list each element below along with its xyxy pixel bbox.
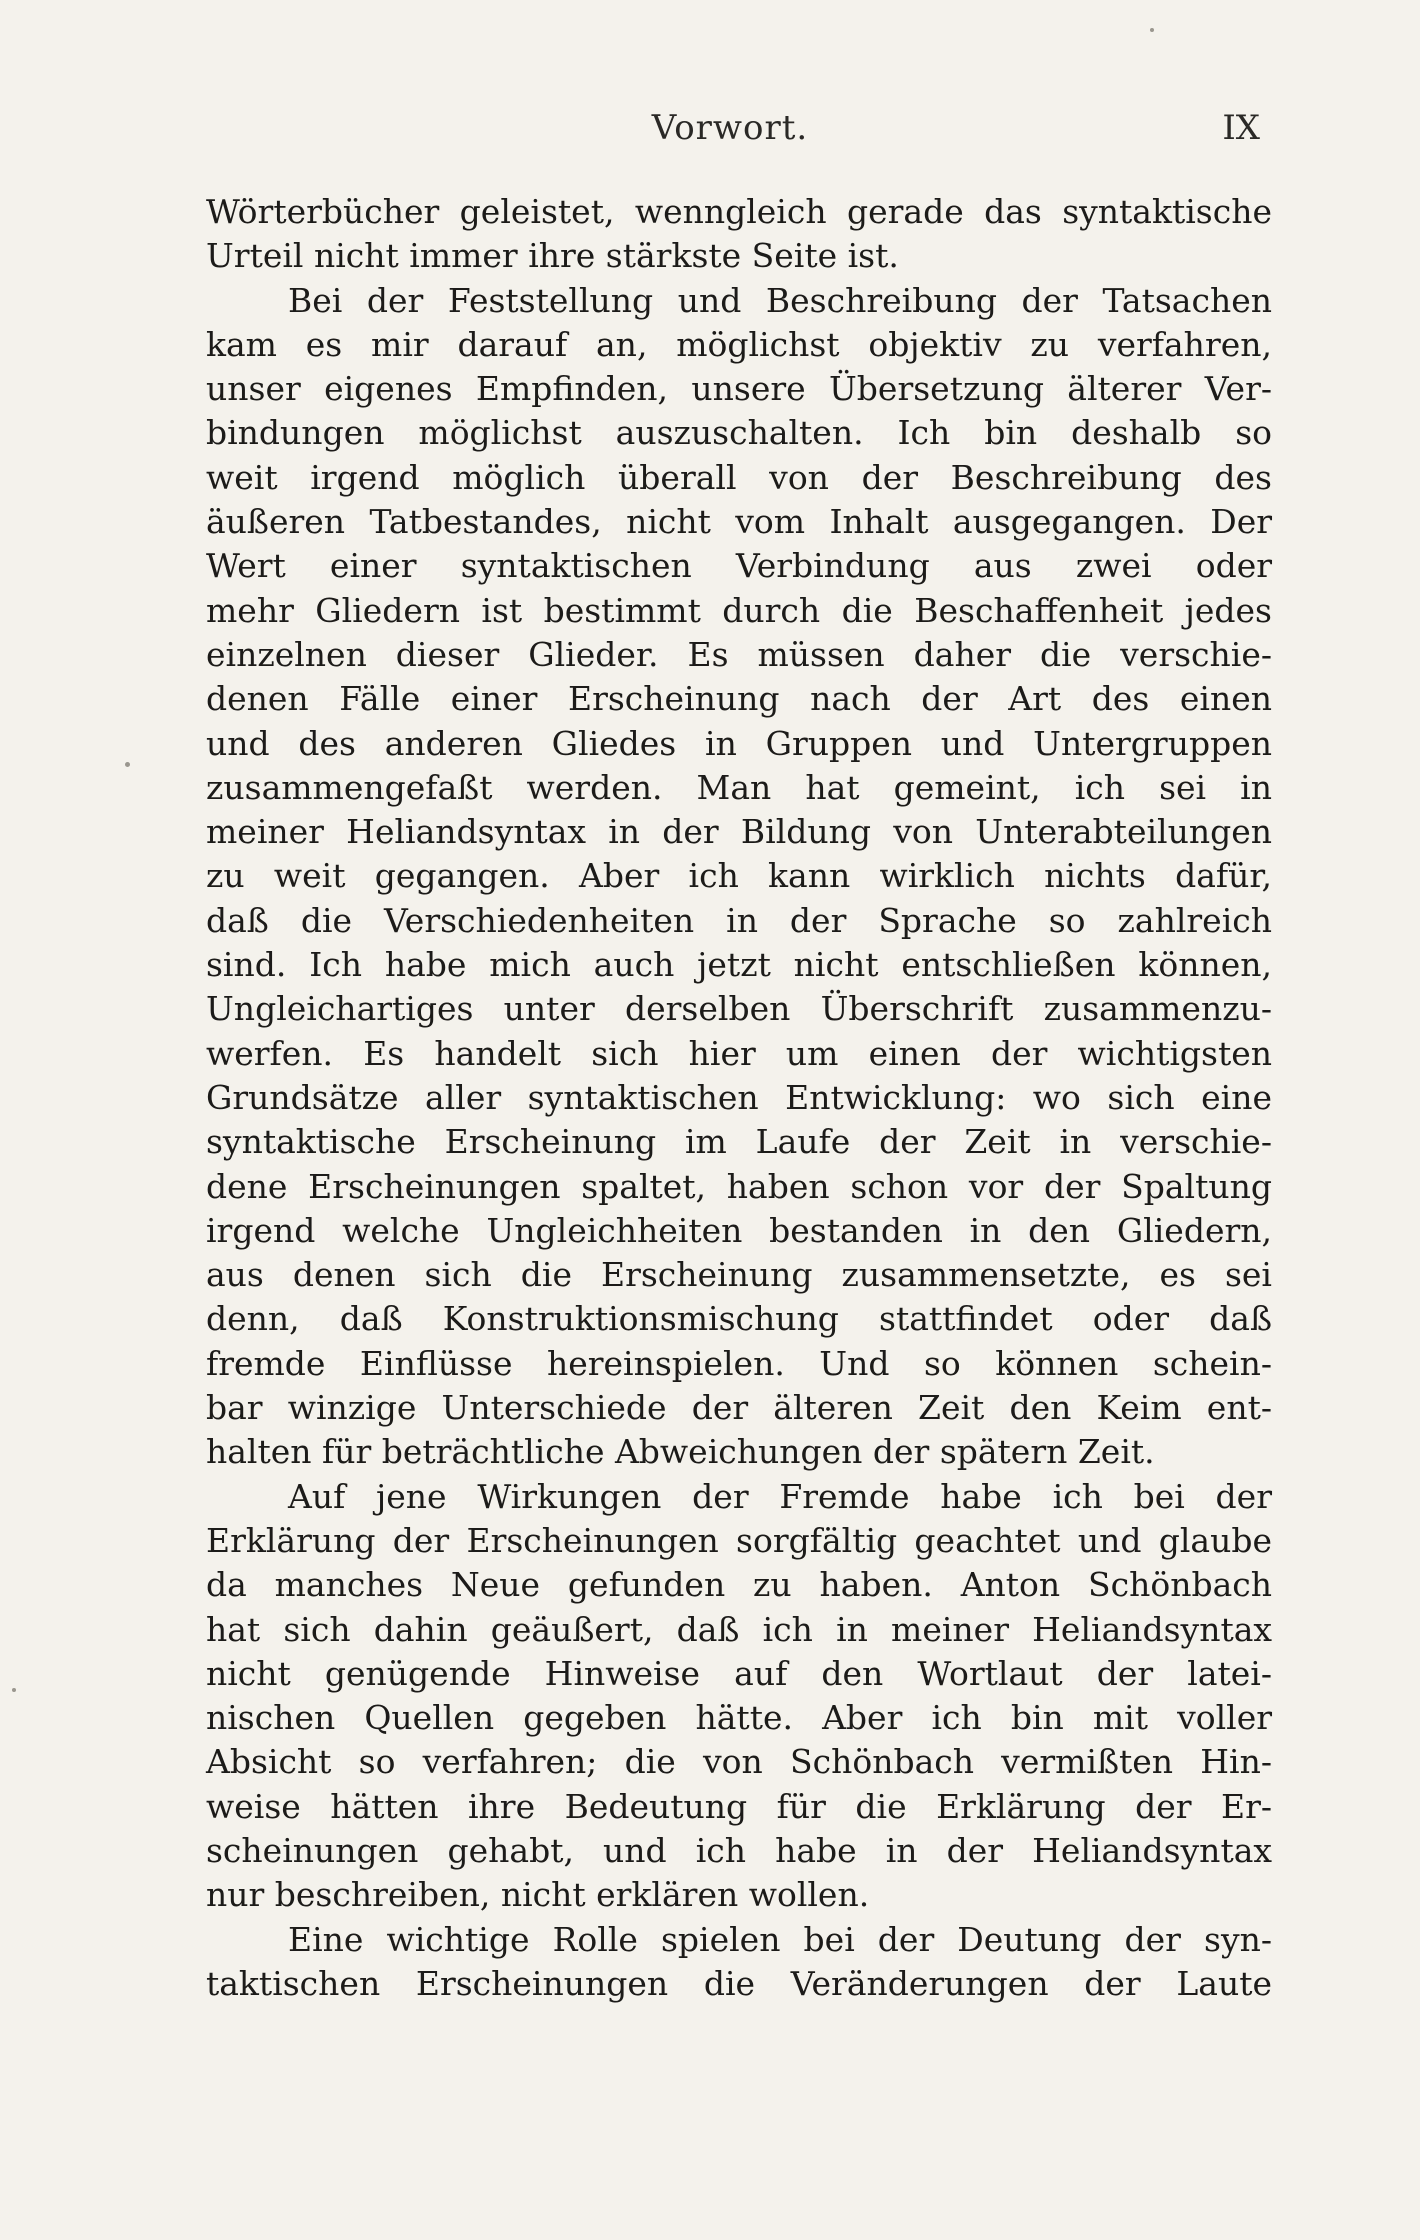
text-line: nicht genügende Hinweise auf den Wortlaut der latei- [206,1653,1272,1693]
text-line: und des anderen Gliedes in Gruppen und Untergruppen [206,723,1272,763]
paper-speck [12,1688,16,1692]
text-line: fremde Einflüsse hereinspielen. Und so können schein- [206,1343,1272,1383]
text-line: da manches Neue gefunden zu haben. Anton Schönbach [206,1565,1272,1605]
text-line: weise hätten ihre Bedeutung für die Erklärung der Er- [206,1786,1272,1826]
text-line: weit irgend möglich überall von der Beschreibung des [206,457,1272,497]
text-line: taktischen Erscheinungen die Veränderungen der Laute [206,1963,1272,2003]
text-line: Wörterbücher geleistet, wenngleich gerade das syntaktische [206,192,1272,231]
text-line: Bei der Feststellung und Beschreibung der Tatsachen [288,280,1272,320]
text-line: denen Fälle einer Erscheinung nach der Art des einen [206,679,1272,719]
running-head [200,108,1260,148]
text-line: Grundsätze aller syntaktischen Entwicklung: wo sich eine [206,1077,1272,1117]
page-number: IX [1222,108,1260,148]
text-line: bar winzige Unterschiede der älteren Zeit den Keim ent- [206,1388,1272,1428]
text-line: Erklärung der Erscheinungen sorgfältig geachtet und glaube [206,1520,1272,1560]
text-line: dene Erscheinungen spaltet, haben schon vor der Spaltung [206,1166,1272,1206]
text-line: sind. Ich habe mich auch jetzt nicht entschließen können, [206,945,1272,985]
text-line: Ungleichartiges unter derselben Überschrift zusammenzu- [206,989,1272,1029]
text-line: bindungen möglichst auszuschalten. Ich bin deshalb so [206,413,1272,453]
text-line: Eine wichtige Rolle spielen bei der Deutung der syn- [288,1919,1272,1959]
text-line: scheinungen gehabt, und ich habe in der Heliandsyntax [206,1830,1272,1870]
paper-speck [125,762,130,767]
text-line: nischen Quellen gegeben hätte. Aber ich bin mit voller [206,1698,1272,1738]
text-line: irgend welche Ungleichheiten bestanden in den Gliedern, [206,1210,1272,1250]
text-line: zu weit gegangen. Aber ich kann wirklich nichts dafür, [206,856,1272,896]
text-line: kam es mir darauf an, möglichst objektiv zu verfahren, [206,324,1272,364]
text-line: Wert einer syntaktischen Verbindung aus zwei oder [206,546,1272,586]
text-line: syntaktische Erscheinung im Laufe der Zeit in verschie- [206,1122,1272,1162]
text-line: nur beschreiben, nicht erklären wollen. [206,1875,870,1915]
paper-speck [1150,28,1154,32]
text-line: mehr Gliedern ist bestimmt durch die Beschaffenheit jedes [206,590,1272,630]
text-line: werfen. Es handelt sich hier um einen der wichtigsten [206,1033,1272,1073]
text-line: aus denen sich die Erscheinung zusammensetzte, es sei [206,1255,1272,1295]
text-line: unser eigenes Empfinden, unsere Übersetzung älterer Ver- [206,369,1272,409]
text-line: einzelnen dieser Glieder. Es müssen daher die verschie- [206,634,1272,674]
text-line: halten für beträchtliche Abweichungen der spätern Zeit. [206,1432,1155,1472]
body-text [206,190,1272,2006]
text-line: Absicht so verfahren; die von Schönbach vermißten Hin- [206,1742,1272,1782]
text-line: denn, daß Konstruktionsmischung stattfindet oder daß [206,1299,1272,1339]
text-line: hat sich dahin geäußert, daß ich in meiner Heliandsyntax [206,1609,1272,1649]
text-line: Auf jene Wirkungen der Fremde habe ich bei der [288,1476,1272,1516]
text-line: äußeren Tatbestandes, nicht vom Inhalt ausgegangen. Der [206,502,1272,542]
running-title: Vorwort. [651,108,809,148]
text-line: Urteil nicht immer ihre stärkste Seite ist. [206,236,899,276]
text-line: zusammengefaßt werden. Man hat gemeint, ich sei in [206,767,1272,807]
text-line: daß die Verschiedenheiten in der Sprache so zahlreich [206,900,1272,940]
text-line: meiner Heliandsyntax in der Bildung von Unterabteilungen [206,812,1272,852]
